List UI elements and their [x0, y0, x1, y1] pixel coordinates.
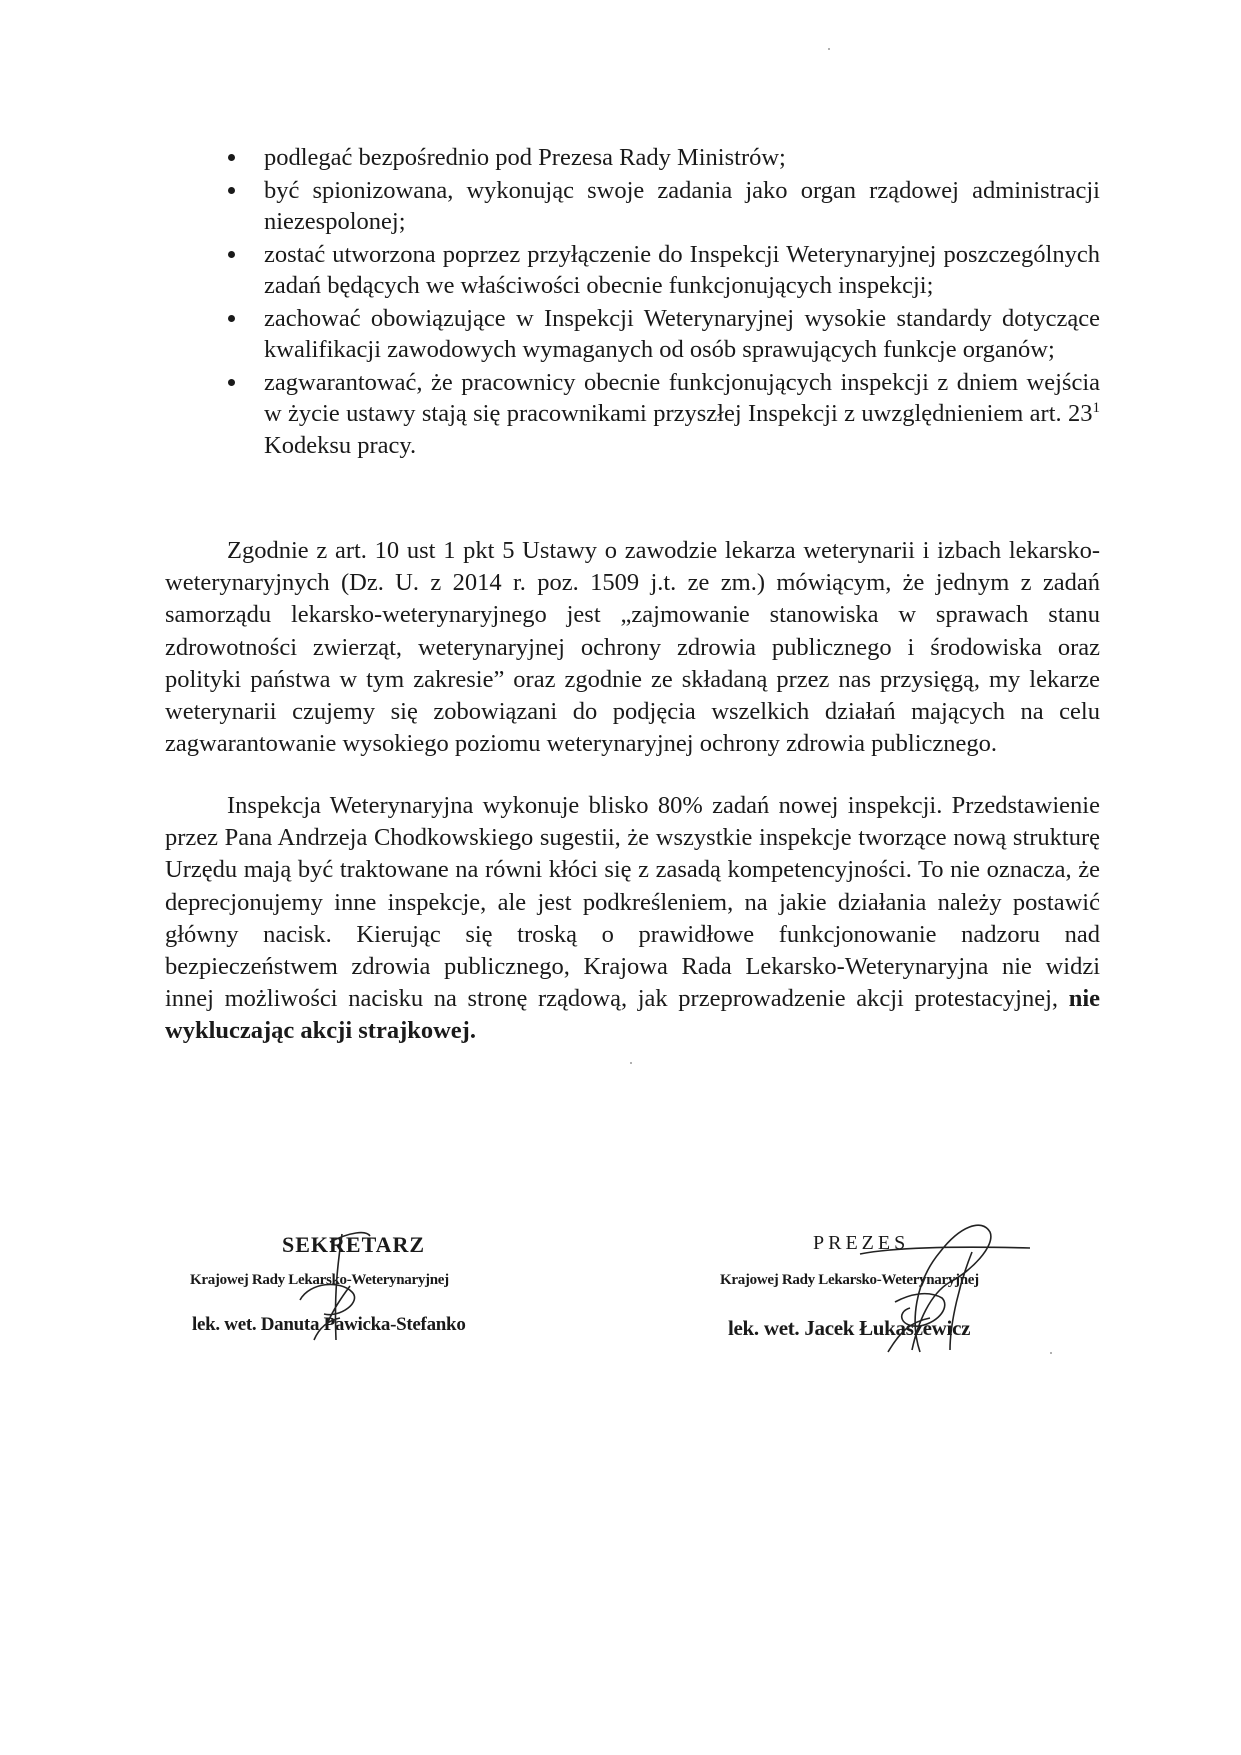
list-item: zagwarantować, że pracownicy obecnie funkcjonujących inspekcji z dniem wejścia w życie ustawy stają się pracownikami przyszłej Inspekcji z uwzględnieniem art. $23^1$ Kodeksu pracy. [224, 367, 1100, 462]
bold-emphasis: nie wykluczając akcji strajkowej. [165, 985, 1100, 1045]
signature-org: Krajowej Rady Lekarsko-Weterynaryjnej [190, 1272, 449, 1288]
signature-org: Krajowej Rady Lekarsko-Weterynaryjnej [720, 1272, 979, 1288]
bullet-icon [228, 187, 235, 194]
requirements-list [224, 142, 1100, 462]
list-item: zostać utworzona poprzez przyłączenie do Inspekcji Weterynaryjnej poszczególnych zadań będących we właściwości obecnie funkcjonujących inspekcji; [224, 239, 1100, 302]
scan-speck [828, 48, 830, 50]
signature-role: SEKRETARZ [282, 1232, 426, 1257]
bullet-icon [228, 315, 235, 322]
list-item: zachować obowiązujące w Inspekcji Weterynaryjnej wysokie standardy dotyczące kwalifikacji zawodowych wymaganych od osób sprawujących funkcje organów; [224, 303, 1100, 366]
president-signature-block [720, 1232, 1050, 1352]
list-item: być spionizowana, wykonując swoje zadania jako organ rządowej administracji niezespolonej; [224, 175, 1100, 238]
superscript: 1 [1092, 400, 1100, 416]
signature-name: lek. wet. Jacek Łukaszewicz [728, 1316, 971, 1340]
bullet-icon [228, 379, 235, 386]
bullet-icon [228, 154, 235, 161]
paragraph-protest: Inspekcja Weterynaryjna wykonuje blisko 80% zadań nowej inspekcji. Przedstawienie przez Pana Andrzeja Chodkowskiego sugestii, że wszystkie inspekcje tworzące nową strukturę Urzędu mają być traktowane na równi kłóci się z zasadą kompetencyjności. To nie oznacza, że deprecjonujemy inne inspekcje, ale jest podkreśleniem, na jakie działania należy postawić główny nacisk. Kierując się troską o prawidłowe funkcjonowanie nadzoru nad bezpieczeństwem zdrowia publicznego, Krajowa Rada Lekarsko-Weterynaryjna nie widzi innej możliwości nacisku na stronę rządową, jak przeprowadzenie akcji protestacyjnej, nie wykluczając akcji strajkowej. [165, 792, 1100, 1045]
list-item: podlegać bezpośrednio pod Prezesa Rady Ministrów; [224, 142, 1100, 174]
bullet-icon [228, 251, 235, 258]
scan-speck [1050, 1352, 1052, 1354]
signature-role: PREZES [813, 1232, 910, 1254]
signature-name: lek. wet. Danuta Pawicka-Stefanko [192, 1314, 466, 1335]
scan-speck [630, 1062, 632, 1064]
secretary-signature-block [190, 1232, 520, 1352]
paragraph-legal-basis: Zgodnie z art. 10 ust 1 pkt 5 Ustawy o zawodzie lekarza weterynarii i izbach lekarsko-weterynaryjnych (Dz. U. z 2014 r. poz. 1509 j.t. ze zm.) mówiącym, że jednym z zadań samorządu lekarsko-weterynaryjnego jest „zajmowanie stanowiska w sprawach stanu zdrowotności zwierząt, weterynaryjnej ochrony zdrowia publicznego i środowiska oraz polityki państwa w tym zakresie” oraz zgodnie ze składaną przez nas przysięgą, my lekarze weterynarii czujemy się zobowiązani do podjęcia wszelkich działań mających na celu zagwarantowanie wysokiego poziomu weterynaryjnej ochrony zdrowia publicznego. [165, 537, 1100, 758]
